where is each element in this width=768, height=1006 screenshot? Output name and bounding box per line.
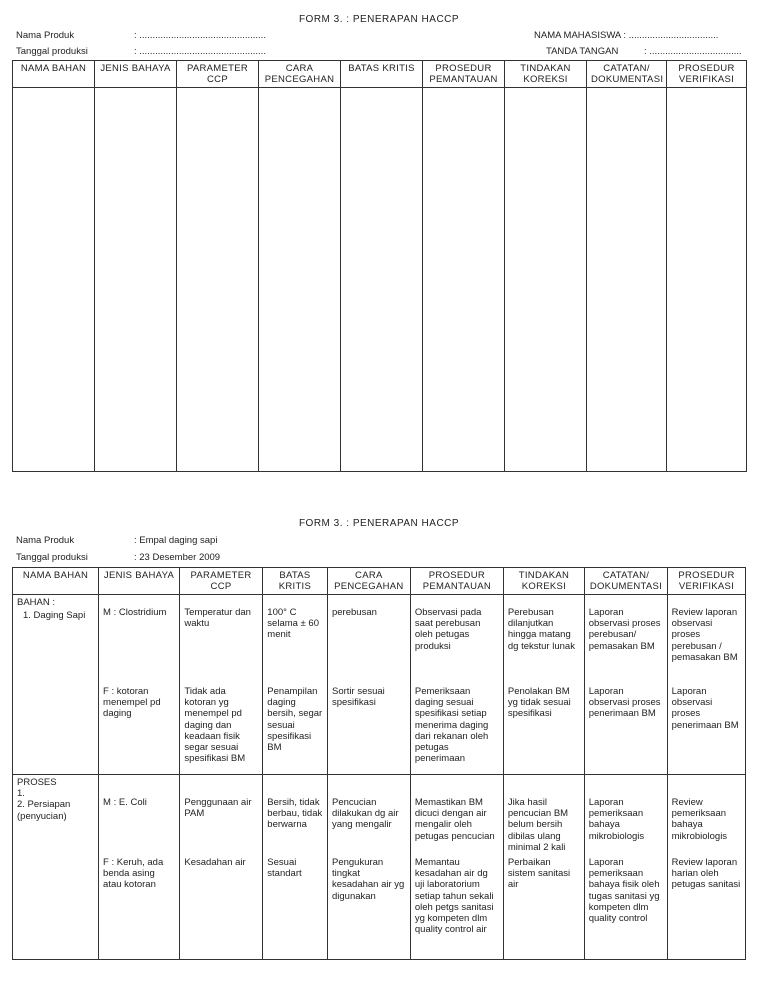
col-header: PARAMETER CCP <box>180 568 263 595</box>
nama-produk-value: : Empal daging sapi <box>134 535 218 546</box>
nama-bahan-cell <box>13 775 99 960</box>
cell-pencegahan: Pencucian dilakukan dg air yang mengalir <box>327 775 410 855</box>
table-row-bahan <box>13 595 746 775</box>
cell-jenis-bahaya: F : Keruh, ada benda asing atau kotoran <box>99 855 180 959</box>
col-header: CATATAN/ DOKUMENTASI <box>587 61 667 88</box>
proses-item: 2. Persiapan (penyucian) <box>17 799 71 822</box>
table-row <box>99 595 745 684</box>
bahan-content <box>99 595 746 775</box>
cell-pemantauan: Memastikan BM dicuci dengan air mengalir oleh petugas pencucian <box>410 775 503 855</box>
cell-verifikasi: Review pemeriksaan bahaya mikrobiologis <box>671 797 728 842</box>
section-label: BAHAN : <box>17 597 56 608</box>
meta-row-produk <box>12 532 746 549</box>
cell-dokumentasi: Laporan pemeriksaan bahaya fisik oleh tugas sanitasi yg kompeten dlm quality control <box>584 855 667 959</box>
form-title: FORM 3. : PENERAPAN HACCP <box>298 518 460 529</box>
meta-row-tanggal <box>12 549 746 567</box>
col-header: BATAS KRITIS <box>263 568 328 595</box>
blank-cell[interactable] <box>505 88 587 472</box>
tanggal-produksi-field[interactable]: : ................................................ <box>134 46 266 57</box>
blank-cell[interactable] <box>423 88 505 472</box>
cell-pemantauan: Observasi pada saat perebusan oleh petugas produksi <box>410 595 503 684</box>
table-row <box>99 684 745 774</box>
blank-cell[interactable] <box>587 88 667 472</box>
cell-batas-kritis: Penampilan daging bersih, segar sesuai spesifikasi BM <box>263 684 328 774</box>
blank-cell[interactable] <box>95 88 177 472</box>
col-header: PROSEDUR PEMANTAUAN <box>423 61 505 88</box>
form-filled <box>12 518 746 960</box>
tanggal-produksi-value: : 23 Desember 2009 <box>134 552 221 563</box>
cell-koreksi: Perbaikan sistem sanitasi air <box>503 855 584 959</box>
cell-dokumentasi: Laporan observasi proses penerimaan BM <box>584 684 667 774</box>
bahan-item: 1. Daging Sapi <box>23 610 86 622</box>
nama-produk-field[interactable]: : ................................................ <box>134 30 266 41</box>
col-header: BATAS KRITIS <box>341 61 423 88</box>
col-header: PROSEDUR PEMANTAUAN <box>410 568 503 595</box>
col-header: NAMA BAHAN <box>13 61 95 88</box>
col-header: JENIS BAHAYA <box>95 61 177 88</box>
table-header-row <box>13 61 747 88</box>
cell-pencegahan: Sortir sesuai spesifikasi <box>327 684 410 774</box>
col-header: PROSEDUR VERIFIKASI <box>667 568 745 595</box>
table-row <box>99 775 745 855</box>
form-blank <box>12 14 746 472</box>
blank-cell[interactable] <box>13 88 95 472</box>
cell-koreksi: Penolakan BM yg tidak sesuai spesifikasi <box>503 684 584 774</box>
col-header: PROSEDUR VERIFIKASI <box>667 61 747 88</box>
cell-jenis-bahaya: F : kotoran menempel pd daging <box>99 684 180 774</box>
table-header-row <box>13 568 746 595</box>
table-row <box>99 855 745 959</box>
haccp-table-filled <box>12 567 746 960</box>
col-header: TINDAKAN KOREKSI <box>503 568 584 595</box>
col-header: CARA PENCEGAHAN <box>259 61 341 88</box>
cell-verifikasi: Review laporan observasi proses perebusan / pemasakan BM <box>671 607 738 663</box>
meta-row-tanggal <box>12 44 746 60</box>
cell-koreksi: Jika hasil pencucian BM belum bersih dibilas ulang minimal 2 kali <box>503 775 584 855</box>
table-row-blank <box>13 88 747 472</box>
nama-produk-label: Nama Produk <box>16 535 75 546</box>
blank-cell[interactable] <box>667 88 747 472</box>
meta-row-produk <box>12 28 746 44</box>
haccp-table-blank <box>12 60 747 472</box>
proses-item: 1. <box>17 788 25 800</box>
cell-koreksi: Perebusan dilanjutkan hingga matang dg tekstur lunak <box>503 595 584 684</box>
tanggal-produksi-label: Tanggal produksi <box>16 552 88 563</box>
tanda-tangan-field[interactable]: : ................................... <box>644 46 742 57</box>
cell-batas-kritis: Bersih, tidak berbau, tidak berwarna <box>263 775 328 855</box>
col-header: CARA PENCEGAHAN <box>327 568 410 595</box>
cell-verifikasi: Review laporan harian oleh petugas sanitasi <box>671 857 741 891</box>
col-header: NAMA BAHAN <box>13 568 99 595</box>
cell-parameter: Tidak ada kotoran yg menempel pd daging dan keadaan fisik segar sesuai spesifikasi BM <box>180 684 263 774</box>
section-label: PROSES <box>17 777 57 788</box>
cell-dokumentasi: Laporan observasi proses perebusan/ pemasakan BM <box>584 595 667 684</box>
cell-parameter: Kesadahan air <box>180 855 263 959</box>
cell-parameter: Temperatur dan waktu <box>180 595 263 684</box>
cell-jenis-bahaya: M : E. Coli <box>99 775 180 855</box>
nama-bahan-cell <box>13 595 99 775</box>
tanggal-produksi-label: Tanggal produksi <box>16 46 88 57</box>
cell-batas-kritis: Sesuai standart <box>263 855 328 959</box>
nama-mahasiswa-field[interactable]: NAMA MAHASISWA : .................................. <box>534 30 719 41</box>
col-header: TINDAKAN KOREKSI <box>505 61 587 88</box>
cell-pemantauan: Pemeriksaan daging sesuai spesifikasi setiap menerima daging dari rekanan oleh petugas penerimaan <box>410 684 503 774</box>
cell-pencegahan: Pengukuran tingkat kesadahan air yg digunakan <box>327 855 410 959</box>
form-title: FORM 3. : PENERAPAN HACCP <box>298 14 460 25</box>
col-header: CATATAN/ DOKUMENTASI <box>584 568 667 595</box>
cell-dokumentasi: Laporan pemeriksaan bahaya mikrobiologis <box>584 775 667 855</box>
cell-parameter: Penggunaan air PAM <box>180 775 263 855</box>
blank-cell[interactable] <box>259 88 341 472</box>
cell-pemantauan: Memantau kesadahan air dg uji laboratorium setiap tahun sekali oleh petgs sanitasi yg kompeten dlm quality control air <box>410 855 503 959</box>
proses-content <box>99 775 746 960</box>
table-row-proses <box>13 775 746 960</box>
col-header: JENIS BAHAYA <box>99 568 180 595</box>
bahan-subtable <box>99 595 745 774</box>
nama-produk-label: Nama Produk <box>16 30 75 41</box>
cell-batas-kritis: 100° C selama ± 60 menit <box>263 595 328 684</box>
blank-cell[interactable] <box>341 88 423 472</box>
tanda-tangan-label: TANDA TANGAN <box>546 46 619 57</box>
cell-jenis-bahaya: M : Clostridium <box>99 595 180 684</box>
proses-subtable <box>99 775 745 959</box>
cell-pencegahan: perebusan <box>327 595 410 684</box>
col-header: PARAMETER CCP <box>177 61 259 88</box>
cell-verifikasi: Laporan observasi proses penerimaan BM <box>671 686 739 731</box>
blank-cell[interactable] <box>177 88 259 472</box>
